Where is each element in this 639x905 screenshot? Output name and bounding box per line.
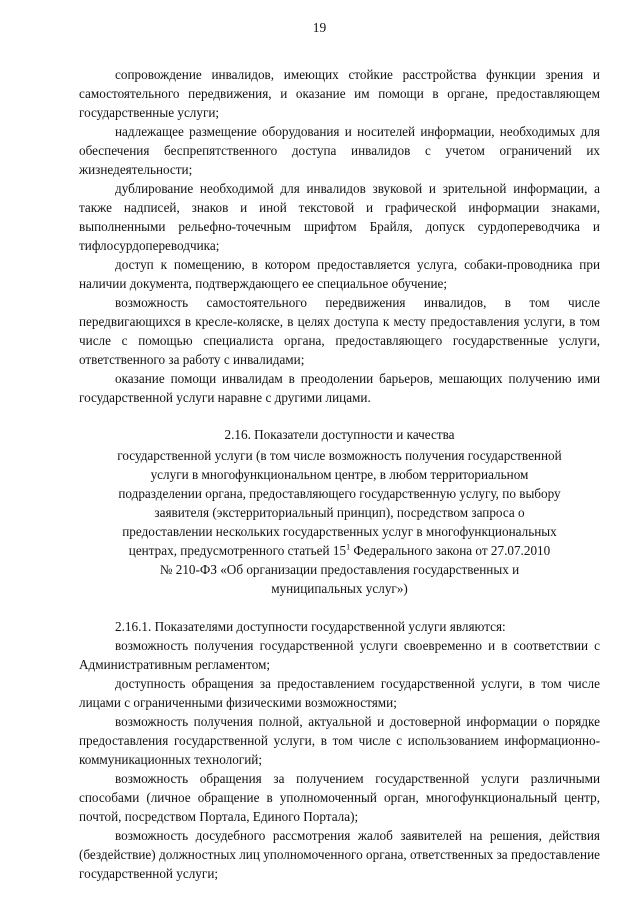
- heading-line-with-footnote: [79, 541, 600, 560]
- heading-text: Федерального закона от 27.07.2010: [350, 543, 551, 558]
- paragraph: сопровождение инвалидов, имеющих стойкие расстройства функции зрения и самостоятельного передвижения, и оказание им помощи в органе, предоставляющем государственные услуги;: [79, 67, 600, 120]
- paragraph: доступ к помещению, в котором предоставляется услуга, собаки-проводника при наличии документа, подтверждающего ее специальное обучение;: [79, 257, 600, 291]
- paragraph: дублирование необходимой для инвалидов звуковой и зрительной информации, а также надписей, знаков и иной текстовой и графической информации знаками, выполненными рельефно-точечным шрифтом Брайля, допуск сурдопереводчика и тифлосурдопереводчика;: [79, 181, 600, 253]
- heading-line: заявителя (экстерриториальный принцип), посредством запроса о: [154, 505, 525, 520]
- paragraph: возможность самостоятельного передвижения инвалидов, в том числе передвигающихся в кресле-коляске, в целях доступа к месту предоставления услуги, в том числе с помощью специалиста органа, предоставляющего государственные услуги, ответственного за работу с инвалидами;: [79, 295, 600, 367]
- paragraph: возможность обращения за получением государственной услуги различными способами (личное обращение в уполномоченный орган, многофункциональный центр, почтой, посредством Портала, Единого Портала);: [79, 771, 600, 824]
- paragraph: возможность получения государственной услуги своевременно и в соответствии с Административным регламентом;: [79, 638, 600, 672]
- heading-line: № 210-ФЗ «Об организации предоставления государственных и: [159, 562, 520, 577]
- heading-line: государственной услуги (в том числе возможность получения государственной: [117, 448, 562, 463]
- subsection-intro: 2.16.1. Показателями доступности государственной услуги являются:: [115, 619, 506, 634]
- page-number: 19: [312, 20, 327, 35]
- paragraph: оказание помощи инвалидам в преодолении барьеров, мешающих получению ими государственной услуги наравне с другими лицами.: [79, 371, 600, 405]
- section-heading: [79, 425, 600, 598]
- paragraph: возможность досудебного рассмотрения жалоб заявителей на решения, действия (бездействие) должностных лиц уполномоченного органа, ответственных за предоставление государственной услуги;: [79, 828, 600, 881]
- heading-line: муниципальных услуг»): [271, 581, 408, 596]
- paragraph: возможность получения полной, актуальной и достоверной информации о порядке предоставления государственной услуги, в том числе с использованием информационно-коммуникационных технологий;: [79, 714, 600, 767]
- heading-line: предоставлении нескольких государственных услуг в многофункциональных: [122, 524, 557, 539]
- heading-line: подразделении органа, предоставляющего государственную услугу, по выбору: [118, 486, 561, 501]
- paragraph: надлежащее размещение оборудования и носителей информации, необходимых для обеспечения беспрепятственного доступа инвалидов с учетом ограничений их жизнедеятельности;: [79, 124, 600, 177]
- heading-line: услуги в многофункциональном центре, в любом территориальном: [150, 467, 529, 482]
- document-body: [79, 65, 600, 883]
- heading-text: центрах, предусмотренного статьей 15: [128, 543, 347, 558]
- section-title: 2.16. Показатели доступности и качества: [224, 427, 455, 442]
- paragraph: доступность обращения за предоставлением государственной услуги, в том числе лицами с ограниченными физическими возможностями;: [79, 676, 600, 710]
- superscript: 1: [346, 542, 351, 552]
